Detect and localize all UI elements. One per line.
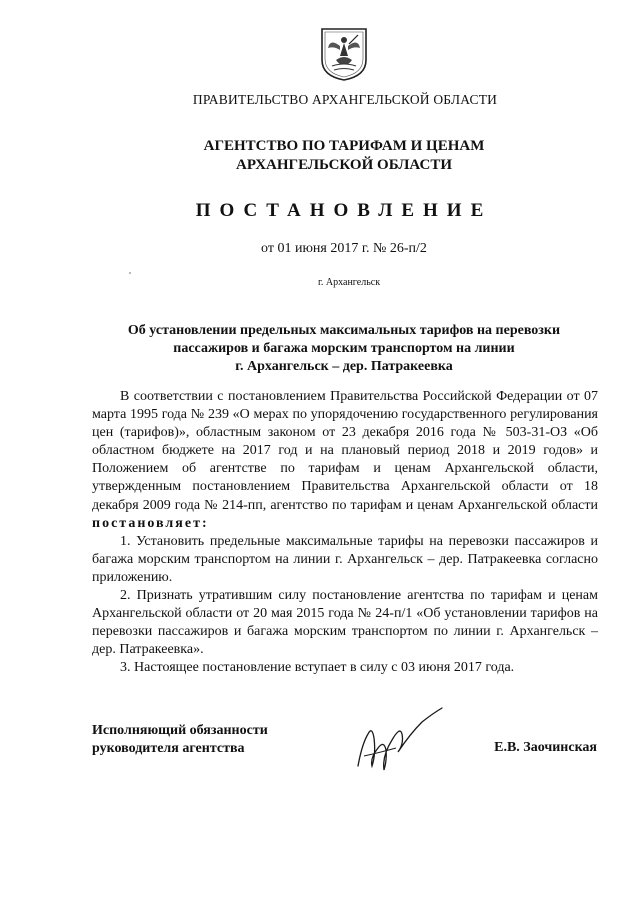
document-type: ПОСТАНОВЛЕНИЕ — [195, 200, 493, 221]
agency-name-line1: АГЕНТСТВО ПО ТАРИФАМ И ЦЕНАМ — [203, 138, 485, 154]
document-body — [92, 388, 598, 678]
title-line2: пассажиров и багажа морским транспортом на линии — [173, 341, 515, 356]
signatory-position — [92, 722, 268, 758]
item-1-paragraph: 1. Установить предельные максимальные тарифы на перевозки пассажиров и багажа морским транспортом на линии г. Архангельск – дер. Патракеевка согласно приложению. — [92, 533, 598, 585]
government-name: ПРАВИТЕЛЬСТВО АРХАНГЕЛЬСКОЙ ОБЛАСТИ — [192, 92, 498, 107]
item-3-paragraph: 3. Настоящее постановление вступает в силу с 03 июня 2017 года. — [120, 660, 515, 676]
agency-name — [0, 137, 640, 175]
position-line2: руководителя агентства — [92, 741, 245, 756]
title-line3: г. Архангельск – дер. Патракеевка — [235, 359, 453, 374]
document-title — [0, 322, 640, 376]
agency-name-line2: АРХАНГЕЛЬСКОЙ ОБЛАСТИ — [236, 157, 452, 173]
scan-speck — [129, 272, 131, 274]
preamble-text: В соответствии с постановлением Правительства Российской Федерации от 07 марта 1995 года № 239 «О мерах по упорядочению государственного регулирования цен (тарифов)», областным законом от 23 декабря 2016 года № 503-31-ОЗ «Об областном бюджете на 2017 год и на плановый период 2018 и 2019 годов» и Положением об агентстве по тарифам и ценам Архангельской области, утвержденным постановлением Правительства Архангельской области от 18 декабря 2009 года № 214-пп, агентство по тарифам и ценам Архангельской области — [92, 389, 598, 513]
title-line1: Об установлении предельных максимальных тарифов на перевозки — [127, 323, 561, 338]
resolves-word: постановляет: — [92, 515, 209, 531]
position-line1: Исполняющий обязанности — [92, 723, 268, 738]
handwritten-signature — [352, 704, 447, 779]
signatory-name: Е.В. Заочинская — [494, 740, 597, 755]
coat-of-arms-icon — [318, 26, 370, 82]
preamble-paragraph — [92, 388, 598, 533]
document-city: г. Архангельск — [317, 277, 381, 288]
document-date-number: от 01 июня 2017 г. № 26-п/2 — [261, 241, 427, 256]
item-2-paragraph: 2. Признать утратившим силу постановление агентства по тарифам и ценам Архангельской области от 20 мая 2015 года № 24-п/1 «Об установлении тарифов на перевозки пассажиров и багажа морским транспортом по линии г. Архангельск – дер. Патракеевка». — [92, 588, 598, 658]
